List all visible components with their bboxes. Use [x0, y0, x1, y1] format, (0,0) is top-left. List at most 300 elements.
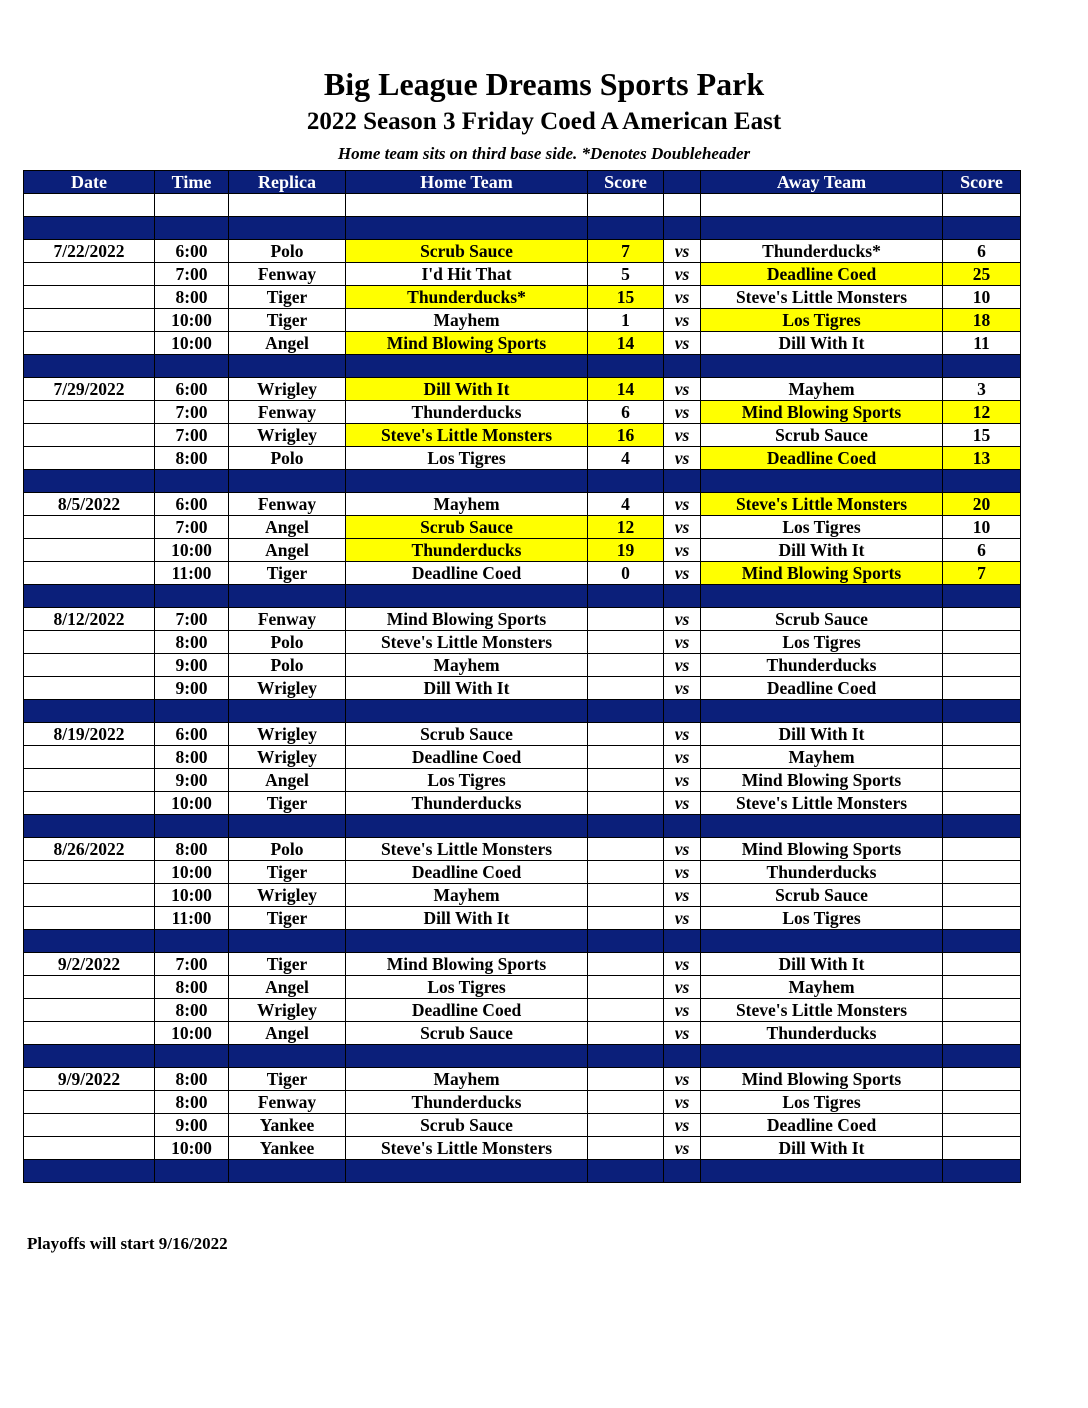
empty-cell: [229, 1160, 346, 1183]
home-score-cell: [588, 677, 664, 700]
replica-cell: Angel: [229, 769, 346, 792]
away-score-cell: [943, 1137, 1021, 1160]
home-team-cell: Deadline Coed: [346, 746, 588, 769]
date-cell: 8/12/2022: [24, 608, 155, 631]
away-team-cell: Dill With It: [701, 723, 943, 746]
away-team-cell: Scrub Sauce: [701, 608, 943, 631]
away-team-cell: Dill With It: [701, 539, 943, 562]
vs-cell: vs: [664, 539, 701, 562]
home-score-cell: 4: [588, 447, 664, 470]
time-cell: 8:00: [155, 838, 229, 861]
empty-cell: [155, 585, 229, 608]
home-team-cell: Dill With It: [346, 907, 588, 930]
date-cell: [24, 562, 155, 585]
replica-cell: Polo: [229, 447, 346, 470]
away-team-cell: Steve's Little Monsters: [701, 792, 943, 815]
table-row: [24, 677, 1021, 700]
vs-cell: vs: [664, 654, 701, 677]
home-score-cell: [588, 999, 664, 1022]
time-cell: 7:00: [155, 608, 229, 631]
away-score-cell: [943, 838, 1021, 861]
empty-cell: [155, 815, 229, 838]
column-header-home-team: Home Team: [346, 171, 588, 194]
time-cell: 8:00: [155, 746, 229, 769]
empty-cell: [155, 930, 229, 953]
home-team-cell: Steve's Little Monsters: [346, 1137, 588, 1160]
away-score-cell: [943, 1114, 1021, 1137]
table-row: [24, 1114, 1021, 1137]
away-score-cell: [943, 976, 1021, 999]
time-cell: 10:00: [155, 792, 229, 815]
week-separator-row: [24, 815, 1021, 838]
replica-cell: Tiger: [229, 309, 346, 332]
table-row: [24, 723, 1021, 746]
home-team-cell: Mayhem: [346, 493, 588, 516]
time-cell: 10:00: [155, 1137, 229, 1160]
table-row: [24, 976, 1021, 999]
vs-cell: vs: [664, 1137, 701, 1160]
replica-cell: Fenway: [229, 1091, 346, 1114]
away-team-cell: Scrub Sauce: [701, 424, 943, 447]
away-team-cell: Mind Blowing Sports: [701, 562, 943, 585]
away-score-cell: [943, 746, 1021, 769]
empty-cell: [943, 585, 1021, 608]
replica-cell: Wrigley: [229, 424, 346, 447]
vs-cell: vs: [664, 562, 701, 585]
away-score-cell: 20: [943, 493, 1021, 516]
away-score-cell: [943, 884, 1021, 907]
empty-cell: [943, 194, 1021, 217]
time-cell: 9:00: [155, 769, 229, 792]
home-team-cell: I'd Hit That: [346, 263, 588, 286]
empty-cell: [24, 470, 155, 493]
time-cell: 10:00: [155, 309, 229, 332]
time-cell: 7:00: [155, 401, 229, 424]
replica-cell: Angel: [229, 539, 346, 562]
empty-cell: [701, 217, 943, 240]
home-score-cell: 5: [588, 263, 664, 286]
home-team-cell: Steve's Little Monsters: [346, 424, 588, 447]
empty-cell: [346, 1160, 588, 1183]
away-score-cell: 10: [943, 286, 1021, 309]
replica-cell: Tiger: [229, 953, 346, 976]
away-team-cell: Mind Blowing Sports: [701, 769, 943, 792]
empty-cell: [701, 470, 943, 493]
replica-cell: Angel: [229, 976, 346, 999]
empty-cell: [664, 930, 701, 953]
empty-cell: [155, 355, 229, 378]
vs-cell: vs: [664, 792, 701, 815]
table-row: [24, 263, 1021, 286]
table-row: [24, 746, 1021, 769]
away-score-cell: [943, 608, 1021, 631]
week-separator-row: [24, 585, 1021, 608]
away-score-cell: [943, 654, 1021, 677]
vs-cell: vs: [664, 907, 701, 930]
away-score-cell: [943, 677, 1021, 700]
empty-cell: [155, 470, 229, 493]
vs-cell: vs: [664, 332, 701, 355]
date-cell: [24, 769, 155, 792]
empty-cell: [229, 1045, 346, 1068]
away-score-cell: 3: [943, 378, 1021, 401]
away-score-cell: [943, 769, 1021, 792]
away-team-cell: Steve's Little Monsters: [701, 493, 943, 516]
home-score-cell: [588, 1022, 664, 1045]
replica-cell: Angel: [229, 1022, 346, 1045]
date-cell: [24, 1022, 155, 1045]
column-header-vs: [664, 171, 701, 194]
away-team-cell: Dill With It: [701, 1137, 943, 1160]
vs-cell: vs: [664, 424, 701, 447]
home-team-cell: Scrub Sauce: [346, 1114, 588, 1137]
date-cell: 8/5/2022: [24, 493, 155, 516]
time-cell: 6:00: [155, 723, 229, 746]
home-team-cell: Los Tigres: [346, 976, 588, 999]
home-score-cell: [588, 631, 664, 654]
empty-cell: [943, 217, 1021, 240]
week-separator-row: [24, 217, 1021, 240]
date-cell: [24, 1091, 155, 1114]
replica-cell: Fenway: [229, 263, 346, 286]
home-score-cell: 4: [588, 493, 664, 516]
home-team-cell: Mayhem: [346, 1068, 588, 1091]
away-team-cell: Los Tigres: [701, 631, 943, 654]
home-score-cell: [588, 907, 664, 930]
home-team-cell: Steve's Little Monsters: [346, 631, 588, 654]
table-row: [24, 953, 1021, 976]
empty-cell: [943, 1045, 1021, 1068]
away-team-cell: Steve's Little Monsters: [701, 286, 943, 309]
empty-cell: [701, 1045, 943, 1068]
away-team-cell: Thunderducks: [701, 1022, 943, 1045]
vs-cell: vs: [664, 1091, 701, 1114]
date-cell: [24, 332, 155, 355]
vs-cell: vs: [664, 723, 701, 746]
replica-cell: Polo: [229, 654, 346, 677]
home-score-cell: [588, 976, 664, 999]
date-cell: 8/19/2022: [24, 723, 155, 746]
table-row: [24, 493, 1021, 516]
time-cell: 6:00: [155, 378, 229, 401]
replica-cell: Yankee: [229, 1114, 346, 1137]
table-header-row: [24, 171, 1021, 194]
away-team-cell: Los Tigres: [701, 309, 943, 332]
away-team-cell: Deadline Coed: [701, 1114, 943, 1137]
date-cell: [24, 424, 155, 447]
replica-cell: Fenway: [229, 493, 346, 516]
empty-cell: [701, 194, 943, 217]
away-team-cell: Mind Blowing Sports: [701, 401, 943, 424]
table-row: [24, 309, 1021, 332]
away-team-cell: Deadline Coed: [701, 263, 943, 286]
empty-cell: [664, 217, 701, 240]
away-score-cell: 13: [943, 447, 1021, 470]
empty-cell: [664, 194, 701, 217]
table-row: [24, 1022, 1021, 1045]
empty-cell: [346, 1045, 588, 1068]
home-score-cell: [588, 1114, 664, 1137]
away-score-cell: [943, 723, 1021, 746]
column-header-home-score: Score: [588, 171, 664, 194]
date-cell: [24, 309, 155, 332]
away-score-cell: 15: [943, 424, 1021, 447]
home-score-cell: [588, 884, 664, 907]
away-team-cell: Thunderducks: [701, 654, 943, 677]
away-score-cell: [943, 907, 1021, 930]
replica-cell: Fenway: [229, 401, 346, 424]
empty-cell: [664, 470, 701, 493]
time-cell: 9:00: [155, 677, 229, 700]
vs-cell: vs: [664, 263, 701, 286]
date-cell: 9/9/2022: [24, 1068, 155, 1091]
table-row: [24, 999, 1021, 1022]
time-cell: 8:00: [155, 999, 229, 1022]
table-row: [24, 608, 1021, 631]
away-team-cell: Scrub Sauce: [701, 884, 943, 907]
replica-cell: Tiger: [229, 562, 346, 585]
empty-cell: [229, 355, 346, 378]
date-cell: 9/2/2022: [24, 953, 155, 976]
empty-cell: [229, 930, 346, 953]
empty-cell: [701, 585, 943, 608]
vs-cell: vs: [664, 884, 701, 907]
time-cell: 10:00: [155, 332, 229, 355]
home-team-cell: Los Tigres: [346, 769, 588, 792]
away-team-cell: Los Tigres: [701, 907, 943, 930]
time-cell: 11:00: [155, 907, 229, 930]
date-cell: [24, 677, 155, 700]
date-cell: [24, 654, 155, 677]
time-cell: 8:00: [155, 1091, 229, 1114]
away-team-cell: Mayhem: [701, 378, 943, 401]
table-row: [24, 539, 1021, 562]
vs-cell: vs: [664, 631, 701, 654]
date-cell: [24, 884, 155, 907]
empty-cell: [664, 700, 701, 723]
home-score-cell: [588, 608, 664, 631]
empty-cell: [24, 1160, 155, 1183]
column-header-replica: Replica: [229, 171, 346, 194]
away-team-cell: Mind Blowing Sports: [701, 1068, 943, 1091]
time-cell: 8:00: [155, 286, 229, 309]
empty-cell: [24, 700, 155, 723]
page-title: Big League Dreams Sports Park: [323, 66, 765, 102]
date-cell: [24, 792, 155, 815]
table-row: [24, 631, 1021, 654]
table-row: [24, 286, 1021, 309]
home-score-cell: 16: [588, 424, 664, 447]
home-team-cell: Mind Blowing Sports: [346, 953, 588, 976]
time-cell: 6:00: [155, 240, 229, 263]
replica-cell: Wrigley: [229, 999, 346, 1022]
blank-row: [24, 194, 1021, 217]
home-team-cell: Deadline Coed: [346, 861, 588, 884]
empty-cell: [588, 217, 664, 240]
empty-cell: [943, 470, 1021, 493]
column-header-date: Date: [24, 171, 155, 194]
empty-cell: [588, 355, 664, 378]
vs-cell: vs: [664, 999, 701, 1022]
empty-cell: [588, 194, 664, 217]
empty-cell: [346, 355, 588, 378]
away-team-cell: Mayhem: [701, 746, 943, 769]
home-team-cell: Scrub Sauce: [346, 723, 588, 746]
time-cell: 10:00: [155, 861, 229, 884]
empty-cell: [701, 1160, 943, 1183]
date-cell: [24, 1114, 155, 1137]
empty-cell: [155, 1160, 229, 1183]
time-cell: 11:00: [155, 562, 229, 585]
vs-cell: vs: [664, 447, 701, 470]
empty-cell: [346, 194, 588, 217]
home-team-cell: Scrub Sauce: [346, 240, 588, 263]
home-team-cell: Thunderducks: [346, 1091, 588, 1114]
empty-cell: [588, 1045, 664, 1068]
replica-cell: Tiger: [229, 907, 346, 930]
time-cell: 10:00: [155, 884, 229, 907]
empty-cell: [664, 355, 701, 378]
empty-cell: [943, 930, 1021, 953]
home-score-cell: 7: [588, 240, 664, 263]
table-row: [24, 447, 1021, 470]
home-team-cell: Thunderducks*: [346, 286, 588, 309]
away-score-cell: 7: [943, 562, 1021, 585]
home-score-cell: 12: [588, 516, 664, 539]
away-team-cell: Deadline Coed: [701, 447, 943, 470]
date-cell: 8/26/2022: [24, 838, 155, 861]
vs-cell: vs: [664, 769, 701, 792]
date-cell: [24, 631, 155, 654]
empty-cell: [943, 355, 1021, 378]
empty-cell: [943, 815, 1021, 838]
home-score-cell: [588, 838, 664, 861]
away-score-cell: 6: [943, 240, 1021, 263]
home-score-cell: [588, 723, 664, 746]
empty-cell: [229, 815, 346, 838]
time-cell: 10:00: [155, 1022, 229, 1045]
empty-cell: [229, 217, 346, 240]
home-score-cell: [588, 1137, 664, 1160]
week-separator-row: [24, 700, 1021, 723]
empty-cell: [664, 585, 701, 608]
home-score-cell: [588, 953, 664, 976]
week-separator-row: [24, 930, 1021, 953]
vs-cell: vs: [664, 240, 701, 263]
empty-cell: [664, 815, 701, 838]
replica-cell: Wrigley: [229, 746, 346, 769]
table-row: [24, 1068, 1021, 1091]
home-team-cell: Thunderducks: [346, 401, 588, 424]
away-team-cell: Steve's Little Monsters: [701, 999, 943, 1022]
away-score-cell: [943, 861, 1021, 884]
vs-cell: vs: [664, 286, 701, 309]
table-row: [24, 401, 1021, 424]
empty-cell: [229, 585, 346, 608]
away-score-cell: [943, 631, 1021, 654]
home-score-cell: 14: [588, 378, 664, 401]
date-cell: [24, 976, 155, 999]
table-row: [24, 1137, 1021, 1160]
away-score-cell: [943, 953, 1021, 976]
empty-cell: [701, 700, 943, 723]
empty-cell: [346, 217, 588, 240]
vs-cell: vs: [664, 677, 701, 700]
vs-cell: vs: [664, 1114, 701, 1137]
home-score-cell: [588, 746, 664, 769]
home-score-cell: [588, 1068, 664, 1091]
away-score-cell: [943, 1022, 1021, 1045]
time-cell: 8:00: [155, 976, 229, 999]
empty-cell: [664, 1045, 701, 1068]
time-cell: 8:00: [155, 631, 229, 654]
away-score-cell: [943, 999, 1021, 1022]
vs-cell: vs: [664, 516, 701, 539]
away-team-cell: Thunderducks: [701, 861, 943, 884]
vs-cell: vs: [664, 493, 701, 516]
replica-cell: Tiger: [229, 861, 346, 884]
empty-cell: [155, 194, 229, 217]
home-team-cell: Thunderducks: [346, 792, 588, 815]
vs-cell: vs: [664, 378, 701, 401]
vs-cell: vs: [664, 1022, 701, 1045]
home-score-cell: 1: [588, 309, 664, 332]
home-team-cell: Steve's Little Monsters: [346, 838, 588, 861]
time-cell: 8:00: [155, 447, 229, 470]
home-team-cell: Mayhem: [346, 654, 588, 677]
replica-cell: Tiger: [229, 1068, 346, 1091]
empty-cell: [943, 1160, 1021, 1183]
table-row: [24, 861, 1021, 884]
empty-cell: [588, 470, 664, 493]
empty-cell: [24, 194, 155, 217]
empty-cell: [588, 700, 664, 723]
time-cell: 8:00: [155, 1068, 229, 1091]
column-header-away-score: Score: [943, 171, 1021, 194]
time-cell: 9:00: [155, 654, 229, 677]
replica-cell: Polo: [229, 240, 346, 263]
home-team-cell: Deadline Coed: [346, 999, 588, 1022]
home-team-cell: Dill With It: [346, 677, 588, 700]
empty-cell: [346, 585, 588, 608]
table-row: [24, 654, 1021, 677]
empty-cell: [155, 217, 229, 240]
page-subtitle: 2022 Season 3 Friday Coed A American East: [306, 108, 782, 135]
replica-cell: Wrigley: [229, 677, 346, 700]
home-team-cell: Mayhem: [346, 884, 588, 907]
away-score-cell: 25: [943, 263, 1021, 286]
replica-cell: Polo: [229, 631, 346, 654]
home-score-cell: [588, 654, 664, 677]
away-team-cell: Dill With It: [701, 332, 943, 355]
replica-cell: Wrigley: [229, 884, 346, 907]
replica-cell: Tiger: [229, 792, 346, 815]
away-score-cell: [943, 792, 1021, 815]
vs-cell: vs: [664, 861, 701, 884]
date-cell: [24, 539, 155, 562]
vs-cell: vs: [664, 746, 701, 769]
table-row: [24, 378, 1021, 401]
empty-cell: [664, 1160, 701, 1183]
home-score-cell: 19: [588, 539, 664, 562]
empty-cell: [346, 930, 588, 953]
home-team-cell: Deadline Coed: [346, 562, 588, 585]
home-score-cell: [588, 861, 664, 884]
column-header-time: Time: [155, 171, 229, 194]
date-cell: 7/29/2022: [24, 378, 155, 401]
table-row: [24, 332, 1021, 355]
date-cell: [24, 286, 155, 309]
